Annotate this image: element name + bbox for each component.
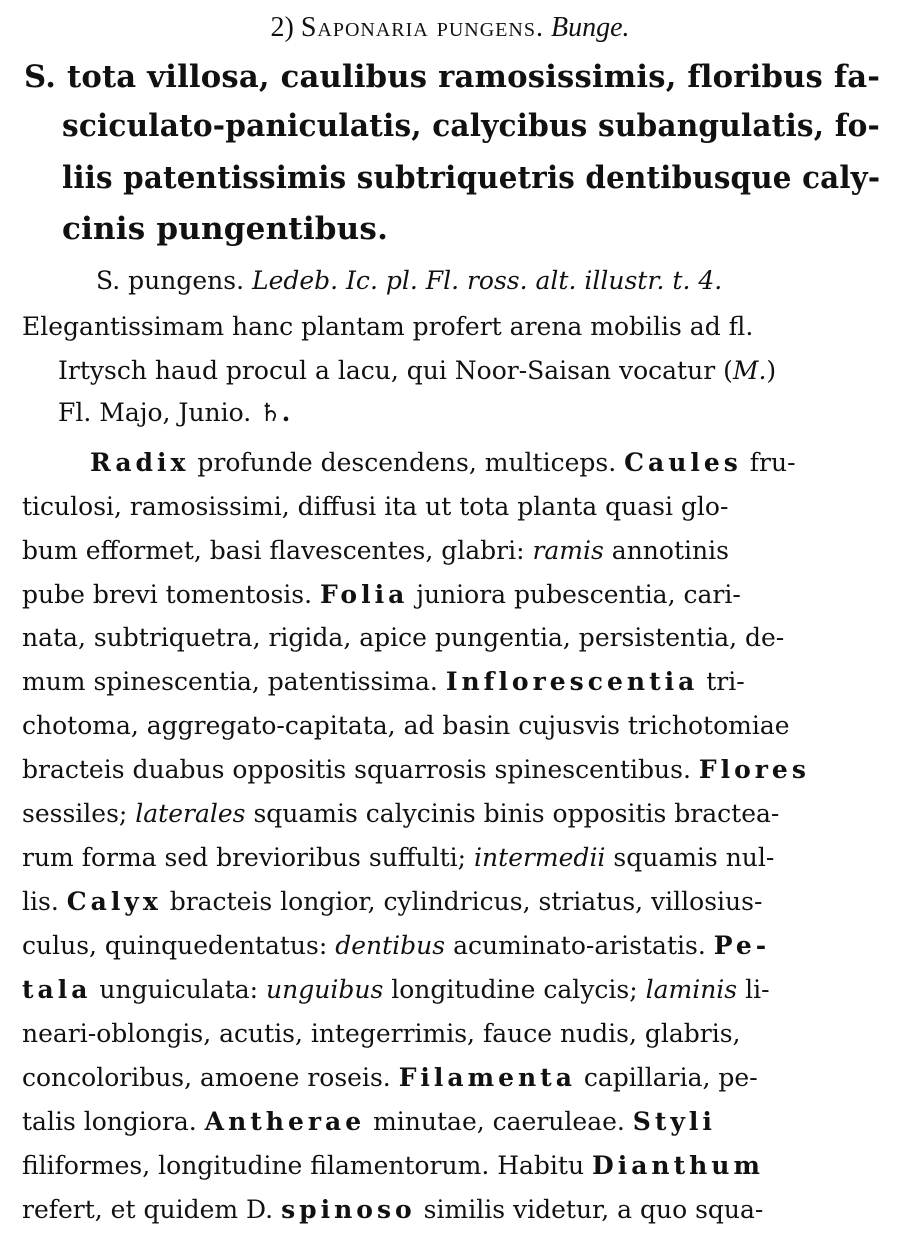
flowering-time: Fl. Majo, Junio. <box>58 398 252 427</box>
description-line: Radix profunde descendens, multiceps. Caules fru- <box>90 448 796 477</box>
flowering-line <box>58 400 290 425</box>
description-line: bum efformet, basi flavescentes, glabri: ramis annotinis <box>22 536 729 565</box>
species-author: Bunge. <box>550 12 630 43</box>
description-line: rum forma sed brevioribus suffulti; intermedii squamis nul- <box>22 843 775 872</box>
diagnosis-line: S. tota villosa, caulibus ramosissimis, floribus fa- <box>24 59 881 95</box>
description-line: lis. Calyx bracteis longior, cylindricus, striatus, villosius- <box>22 887 763 916</box>
shrub-symbol: ♄. <box>259 398 291 427</box>
description-line: refert, et quidem D. spinoso similis videtur, a quo squa- <box>22 1195 764 1224</box>
diagnosis-line: liis patentissimis subtriquetris dentibusque caly- <box>62 160 881 196</box>
description-line: concoloribus, amoene roseis. Filamenta capillaria, pe- <box>22 1063 758 1092</box>
habitat-line: Irtysch haud procul a lacu, qui Noor-Saisan vocatur (M.) <box>58 356 777 385</box>
description-line: pube brevi tomentosis. Folia juniora pubescentia, cari- <box>22 580 741 609</box>
habitat-line: Elegantissimam hanc plantam profert arena mobilis ad fl. <box>22 312 754 341</box>
synonym-citation: Ledeb. Ic. pl. Fl. ross. alt. illustr. t. 4. <box>251 266 723 295</box>
description-line: ticulosi, ramosissimi, diffusi ita ut tota planta quasi glo- <box>22 492 729 521</box>
description-line: talis longiora. Antherae minutae, caeruleae. Styli <box>22 1107 716 1136</box>
synonym-name: S. pungens. <box>96 266 245 295</box>
description-line: sessiles; laterales squamis calycinis binis oppositis bractea- <box>22 799 780 828</box>
species-heading <box>0 14 900 42</box>
description-line: chotoma, aggregato-capitata, ad basin cujusvis trichotomiae <box>22 711 790 740</box>
description-line: culus, quinquedentatus: dentibus acuminato-aristatis. Pe- <box>22 931 771 960</box>
description-line: nata, subtriquetra, rigida, apice pungentia, persistentia, de- <box>22 623 785 652</box>
diagnosis-line: sciculato-paniculatis, calycibus subangulatis, fo- <box>62 108 881 144</box>
species-name: Saponaria pungens. <box>300 12 544 43</box>
synonym-line <box>96 268 722 293</box>
description-line: filiformes, longitudine filamentorum. Habitu Dianthum <box>22 1151 764 1180</box>
description-line: neari-oblongis, acutis, integerrimis, fauce nudis, glabris, <box>22 1019 741 1048</box>
species-number: 2) <box>270 12 294 43</box>
diagnosis-line: cinis pungentibus. <box>62 211 389 247</box>
description-line: bracteis duabus oppositis squarrosis spinescentibus. Flores <box>22 755 810 784</box>
description-line: tala unguiculata: unguibus longitudine calycis; laminis li- <box>22 975 770 1004</box>
description-line: mum spinescentia, patentissima. Inflorescentia tri- <box>22 667 745 696</box>
